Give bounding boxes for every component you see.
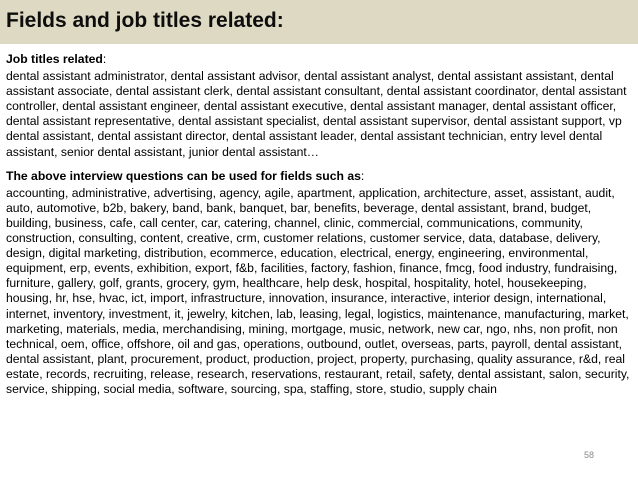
fields-section (6, 169, 630, 397)
fields-heading-text: The above interview questions can be used for fields such as (6, 168, 361, 183)
page-number: 58 (584, 450, 595, 460)
job-titles-heading-colon: : (102, 52, 107, 66)
section-divider-space (6, 160, 630, 169)
title-bar (0, 0, 638, 44)
fields-heading (6, 169, 630, 184)
slide-content (6, 52, 630, 397)
job-titles-heading (6, 52, 630, 67)
fields-list: accounting, administrative, advertising, agency, agile, apartment, application, architecture, asset, assistant, audit, auto, automotive, b2b, bakery, band, bank, banquet, bar, benefits, beverage, dental assistant, brand, budget, building, business, cafe, call center, car, catering, channel, clinic, commercial, communications, community, construction, consulting, content, creative, crm, customer relations, customer service, data, database, delivery, design, digital marketing, distribution, ecommerce, education, electrical, energy, engineering, environmental, equipment, erp, events, exhibition, export, f&b, facilities, factory, fashion, finance, fmcg, food industry, fundraising, furniture, gallery, golf, grants, grocery, gym, healthcare, help desk, hospital, hospitality, hotel, housekeeping, housing, hr, hse, hvac, ict, import, infrastructure, innovation, insurance, interactive, interior design, international, internet, inventory, investment, it, jewelry, kitchen, lab, leasing, legal, logistics, maintenance, manufacturing, market, marketing, materials, media, merchandising, mining, mortgage, music, network, new car, ngo, nhs, non profit, non technical, oem, office, offshore, oil and gas, operations, outbound, outlet, overseas, parts, payroll, dental assistant, dental assistant, plant, procurement, product, production, project, property, purchasing, quality assurance, r&d, real estate, records, recruiting, release, research, reservations, restaurant, retail, safety, dental assistant, salon, security, service, shipping, social media, software, sourcing, spa, staffing, store, studio, supply chain (6, 185, 630, 396)
job-titles-list: dental assistant administrator, dental assistant advisor, dental assistant analyst, dental assistant assistant, dental assistant associate, dental assistant clerk, dental assistant consultant, dental assistant coordinator, dental assistant controller, dental assistant engineer, dental assistant executive, dental assistant manager, dental assistant officer, dental assistant representative, dental assistant specialist, dental assistant supervisor, dental assistant support, vp dental assistant, dental assistant director, dental assistant leader, dental assistant technician, entry level dental assistant, senior dental assistant, junior dental assistant… (6, 69, 627, 159)
slide-title: Fields and job titles related: (6, 9, 284, 32)
job-titles-section (6, 52, 630, 160)
job-titles-heading-text: Job titles related (6, 52, 103, 66)
fields-heading-colon: : (360, 168, 365, 183)
